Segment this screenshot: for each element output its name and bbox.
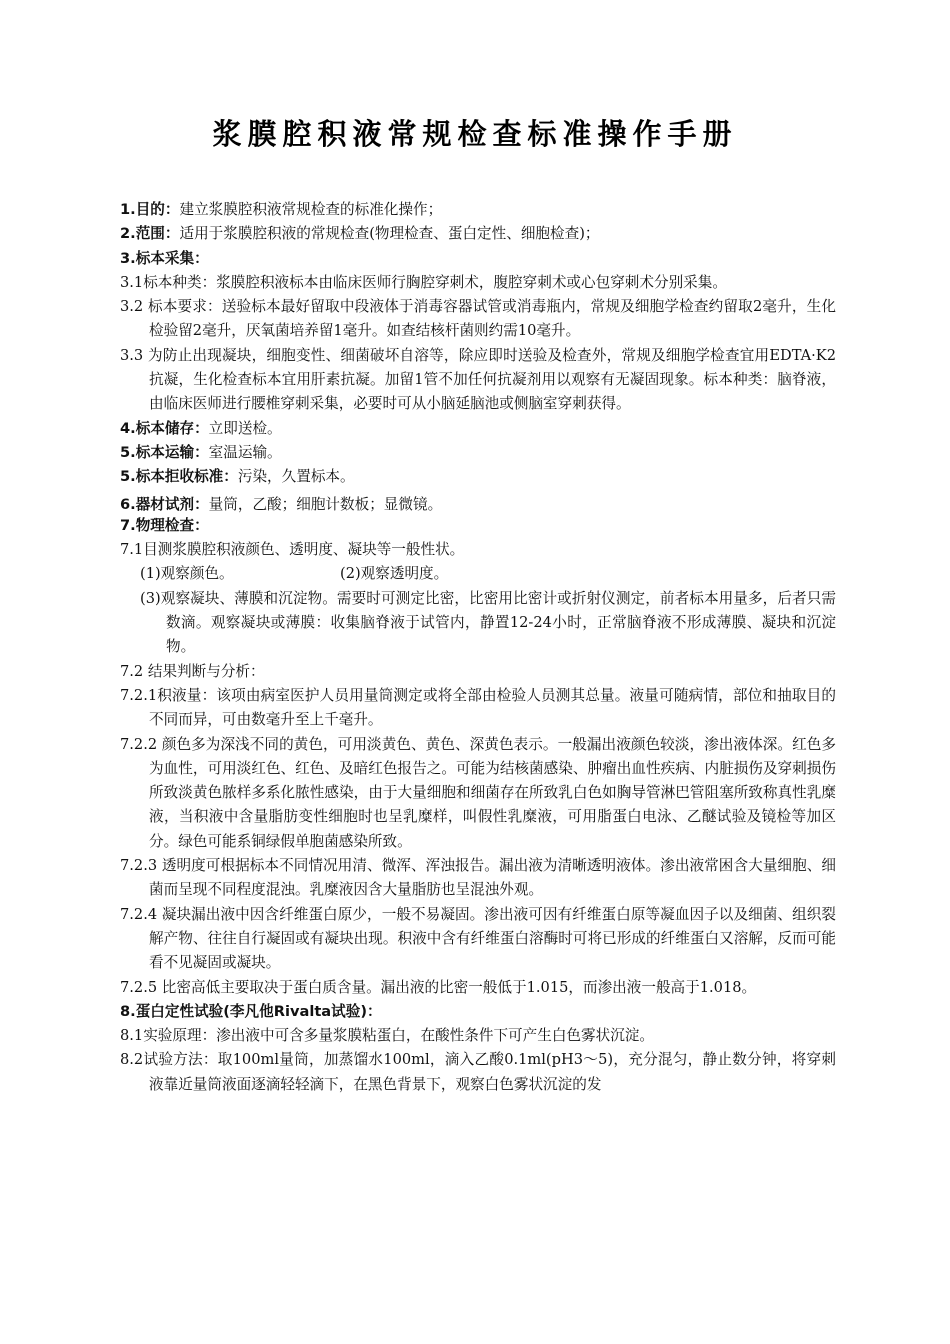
paragraph-7-2-4: 7.2.4 凝块漏出液中因含纤维蛋白原少，一般不易凝固。渗出液可因有纤维蛋白原等凝血因子以及细菌、组织裂解产物、往往自行凝固或有凝块出现。积液中含有纤维蛋白溶酶时可将已形成的纤维蛋白又溶解，反而可能看不见凝固或凝块。 bbox=[120, 905, 836, 972]
paragraph-7-2-2: 7.2.2 颜色多为深浅不同的黄色，可用淡黄色、黄色、深黄色表示。一般漏出液颜色较淡，渗出液体深。红色多为血性，可用淡红色、红色、及暗红色报告之。可能为结核菌感染、肿瘤出血性疾病、内脏损伤及穿刺损伤所致淡黄色脓样多系化脓性感染，由于大量细胞和细菌存在所致乳白色如胸导管淋巴管阻塞所致称真性乳糜液，当积液中含量脂肪变性细胞时也呈乳糜样，叫假性乳糜液，可用脂蛋白电泳、乙醚试验及镜检等加区分。绿色可能系铜绿假单胞菌感染所致。 bbox=[120, 735, 836, 850]
paragraph-3-1: 3.1标本种类：浆膜腔积液标本由临床医师行胸腔穿刺术，腹腔穿刺术或心包穿刺术分别采集。 bbox=[120, 273, 727, 291]
paragraph-8-2: 8.2试验方法：取100ml量筒，加蒸馏水100ml，滴入乙酸0.1ml(pH3～5)，充分混匀，静止数分钟，将穿刺液靠近量筒液面逐滴轻轻滴下，在黑色背景下，观察白色雾状沉淀的发 bbox=[120, 1051, 836, 1093]
section-scope bbox=[120, 222, 836, 246]
section-label: 2.范围： bbox=[120, 225, 180, 243]
section-rejection bbox=[120, 465, 836, 489]
section-label: 7.物理检查： bbox=[120, 516, 209, 534]
document-title: 浆膜腔积液常规检查标准操作手册 bbox=[212, 117, 738, 151]
paragraph-8-1: 8.1实验原理：渗出液中可含多量浆膜粘蛋白，在酸性条件下可产生白色雾状沉淀。 bbox=[120, 1027, 654, 1045]
section-purpose bbox=[120, 198, 836, 222]
section-text: 量筒，乙酸；细胞计数板；显微镜。 bbox=[208, 495, 443, 513]
section-text: 立即送检。 bbox=[208, 419, 282, 437]
paragraph-7-2-5: 7.2.5 比密高低主要取决于蛋白质含量。漏出液的比密一般低于1.015，而渗出液一般高于1.018。 bbox=[120, 978, 757, 996]
document-body bbox=[120, 198, 836, 1097]
paragraph-7-2: 7.2 结果判断与分析： bbox=[120, 662, 265, 680]
paragraph-7-1: 7.1目测浆膜腔积液颜色、透明度、凝块等一般性状。 bbox=[120, 541, 465, 559]
observation-transparency: (2)观察透明度。 bbox=[340, 565, 449, 583]
section-label: 4.标本储存： bbox=[120, 419, 209, 437]
section-label: 1.目的： bbox=[120, 201, 180, 218]
section-label: 8.蛋白定性试验(李凡他Rivalta试验)： bbox=[120, 1002, 382, 1020]
paragraph-3-3: 3.3 为防止出现凝块，细胞变性、细菌破坏自溶等，除应即时送验及检查外，常规及细胞学检查宜用EDTA·K2抗凝，生化检查标本宜用肝素抗凝。加留1管不加任何抗凝剂用以观察有无凝固现象。标本种类：脑脊液，由临床医师进行腰椎穿刺采集，必要时可从小脑延脑池或侧脑室穿刺获得。 bbox=[120, 346, 836, 413]
observation-color: (1)观察颜色。 bbox=[140, 565, 234, 583]
section-physical bbox=[120, 514, 836, 538]
observation-row bbox=[120, 562, 836, 586]
section-text: 污染，久置标本。 bbox=[237, 468, 355, 486]
section-label: 6.器材试剂： bbox=[120, 495, 209, 513]
section-text: 建立浆膜腔积液常规检查的标准化操作； bbox=[179, 201, 443, 218]
section-text: 室温运输。 bbox=[208, 443, 282, 461]
section-label: 3.标本采集： bbox=[120, 249, 209, 267]
section-storage bbox=[120, 417, 836, 441]
section-label: 5.标本运输： bbox=[120, 443, 209, 461]
section-text: 适用于浆膜腔积液的常规检查(物理检查、蛋白定性、细胞检查)； bbox=[179, 225, 600, 243]
section-collection bbox=[120, 247, 836, 271]
section-transport bbox=[120, 441, 836, 465]
section-label: 5.标本拒收标准： bbox=[120, 468, 238, 486]
paragraph-3-2: 3.2 标本要求：送验标本最好留取中段液体于消毒容器试管或消毒瓶内，常规及细胞学检查约留取2毫升，生化检验留2毫升，厌氧菌培养留1毫升。如查结核杆菌则约需10毫升。 bbox=[120, 298, 836, 340]
observation-clot: (3)观察凝块、薄膜和沉淀物。需要时可测定比密，比密用比密计或折射仪测定，前者标本用量多，后者只需数滴。观察凝块或薄膜：收集脑脊液于试管内，静置12-24小时，正常脑脊液不形成薄膜、凝块和沉淀物。 bbox=[140, 589, 836, 656]
paragraph-7-2-1: 7.2.1积液量：该项由病室医护人员用量筒测定或将全部由检验人员测其总量。液量可随病情，部位和抽取目的不同而异，可由数毫升至上千毫升。 bbox=[120, 686, 836, 729]
section-protein-test bbox=[120, 1000, 836, 1024]
paragraph-7-2-3: 7.2.3 透明度可根据标本不同情况用清、微浑、浑浊报告。漏出液为清晰透明液体。渗出液常困含大量细胞、细菌而呈现不同程度混浊。乳糜液因含大量脂肪也呈混浊外观。 bbox=[120, 857, 836, 899]
